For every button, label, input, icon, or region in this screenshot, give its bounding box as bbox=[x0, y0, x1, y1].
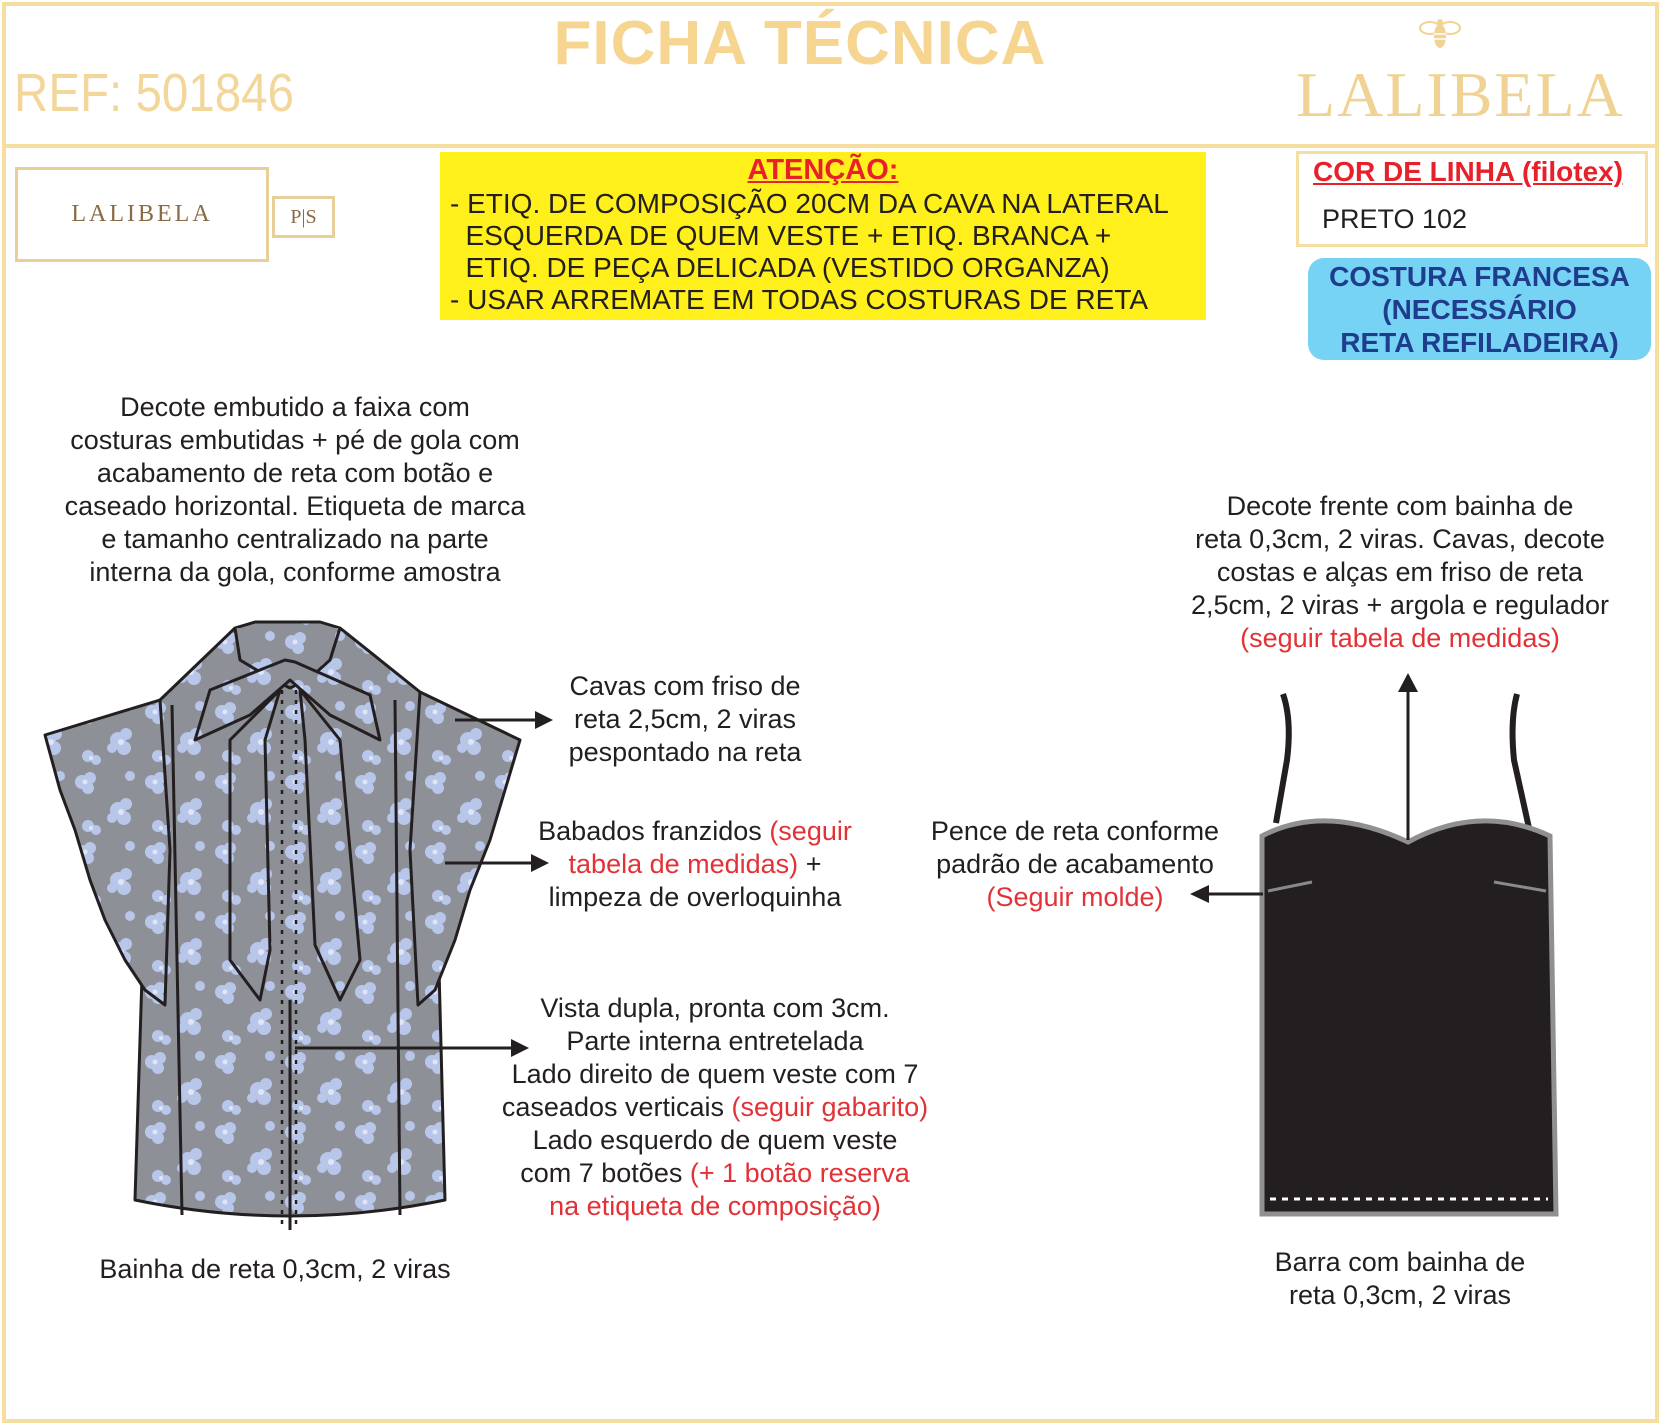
dart-line: Pence de reta conforme bbox=[930, 816, 1220, 846]
cami-hem-line: Barra com bainha de bbox=[1274, 1247, 1526, 1277]
attention-line: ESQUERDA DE QUEM VESTE + ETIQ. BRANCA + bbox=[450, 220, 1112, 251]
dart-line: padrão de acabamento bbox=[936, 849, 1214, 879]
blouse-right-ruffle bbox=[410, 692, 520, 1005]
placket-line: Vista dupla, pronta com 3cm. bbox=[540, 993, 890, 1023]
ruffles-text-red: tabela de medidas) bbox=[568, 849, 799, 879]
brand-logo: LALIBELA bbox=[1296, 59, 1625, 130]
placket-line: caseados verticais bbox=[501, 1092, 732, 1122]
ruffles-text: + bbox=[798, 849, 822, 879]
cami-hem-line: reta 0,3cm, 2 viras bbox=[1288, 1280, 1512, 1310]
reference-number: REF: 501846 bbox=[14, 63, 295, 123]
thread-color-value: PRETO 102 bbox=[1322, 204, 1468, 234]
thread-color-title: COR DE LINHA (filotex) bbox=[1313, 156, 1624, 187]
brand-label-tag: LALIBELA bbox=[15, 167, 269, 262]
attention-line: ETIQ. DE PEÇA DELICADA (VESTIDO ORGANZA) bbox=[450, 252, 1110, 283]
cami-strap-left bbox=[1276, 694, 1289, 823]
size-label-tag: P|S bbox=[272, 196, 335, 238]
front-neck-line: reta 0,3cm, 2 viras. Cavas, decote bbox=[1195, 524, 1605, 554]
attention-title: ATENÇÃO: bbox=[747, 154, 899, 186]
cami-strap-right bbox=[1513, 694, 1529, 828]
attention-line: - ETIQ. DE COMPOSIÇÃO 20CM DA CAVA NA LATERAL bbox=[450, 188, 1169, 219]
ruffles-text: limpeza de overloquinha bbox=[548, 882, 842, 912]
placket-line: Lado direito de quem veste com 7 bbox=[511, 1059, 919, 1089]
placket-line-red: (+ 1 botão reserva bbox=[689, 1158, 910, 1188]
armhole-note-line: reta 2,5cm, 2 viras bbox=[573, 704, 797, 734]
dart-line-red: (Seguir molde) bbox=[986, 882, 1164, 912]
neck-note-line: e tamanho centralizado na parte bbox=[101, 524, 489, 554]
neck-note-line: caseado horizontal. Etiqueta de marca bbox=[64, 491, 526, 521]
neck-note-line: Decote embutido a faixa com bbox=[120, 392, 470, 422]
ruffles-text: Babados franzidos bbox=[538, 816, 770, 846]
placket-line: Lado esquerdo de quem veste bbox=[532, 1125, 898, 1155]
cami-body bbox=[1262, 821, 1556, 1214]
placket-line-red: (seguir gabarito) bbox=[731, 1092, 929, 1122]
front-neck-line: 2,5cm, 2 viras + argola e regulador bbox=[1191, 590, 1609, 620]
french-seam-line: (NECESSÁRIO bbox=[1382, 294, 1577, 325]
placket-line-red: na etiqueta de composição) bbox=[549, 1191, 881, 1221]
placket-line: Parte interna entretelada bbox=[566, 1026, 864, 1056]
armhole-note-line: pespontado na reta bbox=[568, 737, 802, 767]
placket-line: com 7 botões bbox=[520, 1158, 690, 1188]
neck-note-line: costuras embutidas + pé de gola com bbox=[70, 425, 520, 455]
page-title: FICHA TÉCNICA bbox=[553, 9, 1047, 78]
front-neck-line: Decote frente com bainha de bbox=[1226, 491, 1574, 521]
neck-note-line: interna da gola, conforme amostra bbox=[89, 557, 501, 587]
armhole-note-line: Cavas com friso de bbox=[569, 671, 801, 701]
blouse-left-ruffle bbox=[45, 700, 170, 1005]
attention-line: - USAR ARREMATE EM TODAS COSTURAS DE RETA bbox=[450, 284, 1149, 315]
french-seam-line: COSTURA FRANCESA bbox=[1329, 261, 1630, 292]
french-seam-line: RETA REFILADEIRA) bbox=[1340, 327, 1619, 358]
front-neck-line-red: (seguir tabela de medidas) bbox=[1240, 623, 1560, 653]
neck-note-line: acabamento de reta com botão e bbox=[96, 458, 494, 488]
blouse-hem-note: Bainha de reta 0,3cm, 2 viras bbox=[99, 1254, 451, 1284]
ruffles-text-red: (seguir bbox=[769, 816, 852, 846]
front-neck-line: costas e alças em friso de reta bbox=[1216, 557, 1584, 587]
